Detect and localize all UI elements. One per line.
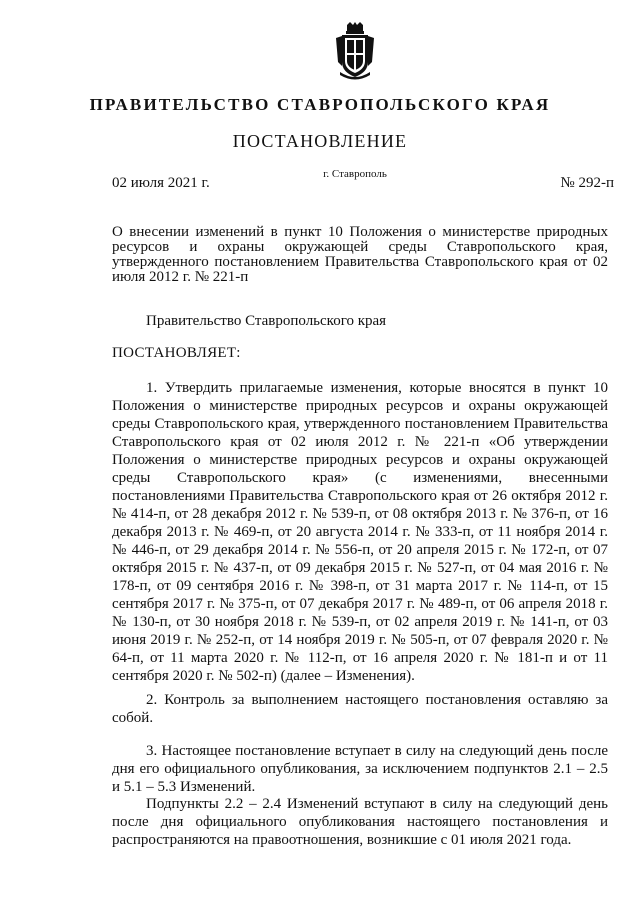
document-type: ПОСТАНОВЛЕНИЕ bbox=[232, 131, 408, 151]
document-city: г. Ставрополь bbox=[323, 168, 387, 180]
preamble-decree-word: ПОСТАНОВЛЯЕТ: bbox=[112, 345, 241, 361]
coat-of-arms-icon bbox=[332, 22, 378, 80]
document-subject: О внесении изменений в пункт 10 Положения о министерстве природных ресурсов и охраны окружающей среды Ставропольского края, утвержденного постановлением Правительства Ставропольского края от 02 июля 2012 г. № 221-п bbox=[112, 224, 608, 285]
government-title: ПРАВИТЕЛЬСТВО СТАВРОПОЛЬСКОГО КРАЯ bbox=[89, 95, 551, 114]
document-date: 02 июля 2021 г. bbox=[112, 175, 210, 191]
paragraph-1: 1. Утвердить прилагаемые изменения, которые вносятся в пункт 10 Положения о министерстве природных ресурсов и охраны окружающей среды Ставропольского края, утвержденного постановлением Правительства Ставропольского края от 02 июля 2012 г. № 221-п «Об утверждении Положения о министерстве природных ресурсов и охраны окружающей среды Ставропольского края» (с изменениями, внесенными постановлениями Правительства Ставропольского края от 26 октября 2012 г. № 414-п, от 28 декабря 2012 г. № 539-п, от 08 октября 2013 г. № 376-п, от 16 декабря 2013 г. № 469-п, от 20 августа 2014 г. № 333-п, от 11 ноября 2014 г. № 446-п, от 29 декабря 2014 г. № 556-п, от 20 апреля 2015 г. № 172-п, от 07 октября 2015 г. № 437-п, от 09 декабря 2015 г. № 527-п, от 04 мая 2016 г. № 178-п, от 09 сентября 2016 г. № 398-п, от 31 марта 2017 г. № 114-п, от 15 сентября 2017 г. № 375-п, от 07 декабря 2017 г. № 489-п, от 06 апреля 2018 г. № 130-п, от 30 ноября 2018 г. № 539-п, от 02 апреля 2019 г. № 141-п, от 03 июня 2019 г. № 252-п, от 14 ноября 2019 г. № 505-п, от 07 февраля 2020 г. № 64-п, от 11 марта 2020 г. № 112-п, от 16 апреля 2020 г. № 181-п и от 11 сентября 2020 г. № 502-п) (далее – Изменения). bbox=[112, 380, 608, 684]
paragraph-4: Подпункты 2.2 – 2.4 Изменений вступают в силу на следующий день после дня официального опубликования настоящего постановления и распространяются на правоотношения, возникшие с 01 июля 2021 года. bbox=[112, 796, 608, 848]
preamble-government-name: Правительство Ставропольского края bbox=[146, 313, 387, 329]
paragraph-3: 3. Настоящее постановление вступает в силу на следующий день после дня его официального опубликования, за исключением подпунктов 2.1 – 2.5 и 5.1 – 5.3 Изменений. bbox=[112, 743, 608, 795]
paragraph-2: 2. Контроль за выполнением настоящего постановления оставляю за собой. bbox=[112, 692, 608, 726]
document-number: № 292-п bbox=[560, 175, 614, 191]
